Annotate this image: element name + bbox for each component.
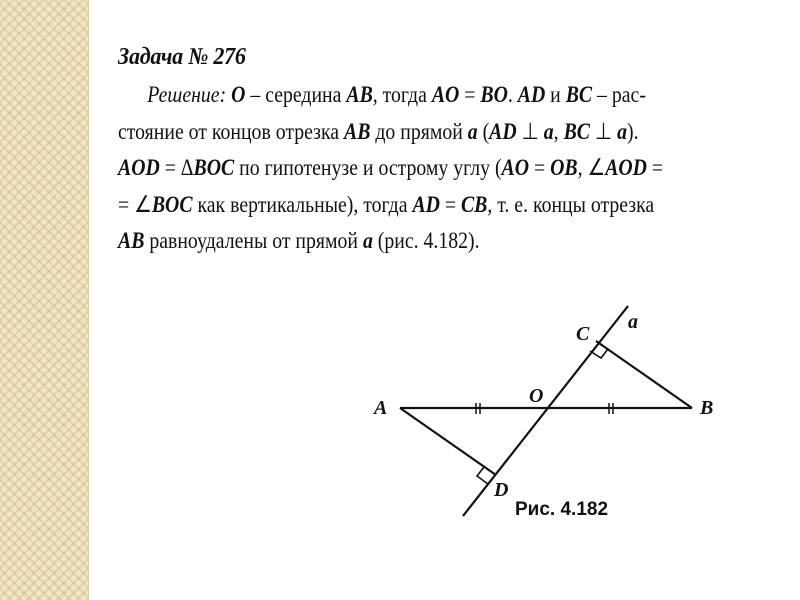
- text-segment: BC: [565, 82, 593, 107]
- text-segment: , т. е. концы отрезка: [487, 191, 655, 217]
- text-segment: AO: [501, 155, 530, 180]
- text-segment: стояние от концов отрезка: [118, 118, 345, 144]
- text-segment: BOC: [193, 155, 235, 180]
- text-segment: – рас-: [592, 82, 646, 107]
- text-segment: – середина: [245, 82, 347, 107]
- label-o-point: O: [529, 385, 544, 407]
- text-segment: (рис. 4.182).: [372, 228, 480, 253]
- text-segment: AB: [346, 82, 373, 107]
- text-segment: до прямой: [370, 118, 468, 144]
- text-segment: BC: [563, 118, 590, 144]
- text-segment: =: [459, 82, 481, 107]
- text-segment: ⊥: [589, 118, 618, 144]
- text-segment: OB: [550, 155, 578, 180]
- text-segment: BO: [480, 82, 508, 107]
- text-segment: = ∠: [118, 191, 152, 217]
- text-segment: AOD: [605, 155, 647, 180]
- text-segment: =: [529, 155, 551, 180]
- text-segment: AB: [344, 118, 371, 144]
- label-c-point: C: [576, 323, 590, 345]
- text-segment: по гипотенузе и острому углу (: [234, 155, 502, 180]
- solution-line-1: [118, 77, 651, 114]
- solution-line-5: [118, 223, 651, 260]
- text-segment: AD: [517, 82, 546, 107]
- text-segment: BOC: [151, 191, 193, 217]
- text-segment: a: [543, 118, 554, 144]
- text-segment: .: [507, 82, 518, 107]
- text-segment: CB: [460, 191, 488, 217]
- text-segment: AD: [412, 191, 440, 217]
- decorative-left-border: [0, 0, 89, 600]
- text-segment: a: [617, 118, 627, 144]
- text-segment: = Δ: [159, 155, 194, 180]
- text-segment: =: [439, 191, 461, 217]
- problem-text: [118, 44, 738, 260]
- text-segment: a: [467, 118, 478, 144]
- solution-label: Решение:: [147, 82, 227, 107]
- text-segment: O: [226, 82, 246, 107]
- text-segment: , ∠: [577, 155, 606, 180]
- text-segment: =: [646, 155, 664, 180]
- segment-ad: [400, 408, 496, 475]
- text-segment: как вертикальные), тогда: [192, 191, 413, 217]
- segment-bc: [596, 341, 692, 408]
- geometry-figure: [360, 290, 714, 530]
- solution-line-3: [118, 150, 664, 187]
- text-segment: равноудалены от прямой: [144, 228, 363, 253]
- figure-caption: Рис. 4.182: [515, 499, 609, 520]
- text-segment: и: [545, 82, 566, 107]
- label-line-a: a: [628, 311, 638, 333]
- text-segment: ).: [626, 118, 639, 144]
- text-segment: (: [477, 118, 490, 144]
- line-a: [463, 306, 628, 516]
- text-segment: ⊥: [516, 118, 544, 144]
- label-d-point: D: [494, 479, 509, 501]
- text-segment: AD: [489, 118, 517, 144]
- solution-line-2: [118, 114, 651, 151]
- text-segment: AO: [431, 82, 460, 107]
- label-b-point: B: [700, 397, 714, 419]
- text-segment: , тогда: [372, 82, 432, 107]
- task-title: Задача № 276: [118, 44, 246, 70]
- label-a-point: A: [374, 397, 388, 419]
- text-segment: a: [362, 228, 373, 253]
- text-segment: AOD: [118, 155, 160, 180]
- text-segment: AB: [118, 228, 145, 253]
- solution-line-4: [118, 187, 655, 224]
- text-segment: ,: [553, 118, 564, 144]
